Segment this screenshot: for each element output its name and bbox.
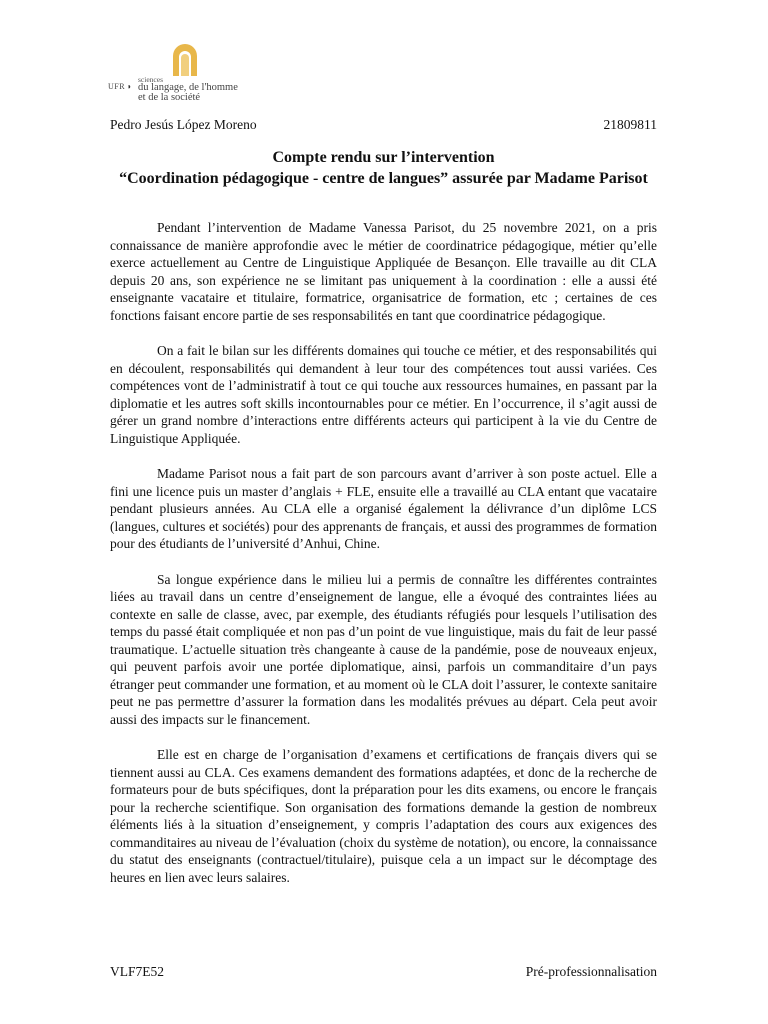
course-code: VLF7E52 — [110, 964, 164, 979]
author-name: Pedro Jesús López Moreno — [110, 117, 257, 132]
document-title — [110, 147, 657, 189]
university-logo — [108, 42, 248, 106]
logo-mark: ◗ — [127, 82, 132, 91]
document-body — [110, 219, 657, 904]
paragraph: Madame Parisot nous a fait part de son parcours avant d’arriver à son poste actuel. Elle a fini une licence puis un master d’anglais + FLE, ensuite elle a travaillé au CLA entant que vacataire pendant plusieurs années. Au CLA elle a organisé également la délivrance d’un diplôme LCS (langues, cultures et sociétés) pour des apprenants de français, et aussi des programmes de formation pour des étudiants de l’université d’Anhui, Chine. — [110, 466, 657, 551]
title-line-2: “Coordination pédagogique - centre de langues” assurée par Madame Parisot — [119, 170, 648, 187]
logo-ufr-text: UFR — [108, 82, 126, 91]
logo-line-1: sciences — [138, 75, 163, 84]
paragraph: Sa longue expérience dans le milieu lui a permis de connaître les différentes contraintes liées au travail dans un centre d’enseignement de langue, elle a évoqué des contraintes liées au contexte en salle de classe, avec, par exemple, des étudiants réfugiés pour lesquels l’utilisation des temps du passé était compliquée et non pas d’un point de vue linguistique, mais du fait de leur passé traumatique. L’actuelle situation très changeante à cause de la pandémie, pose de nouveaux enjeux, qui peuvent parfois avoir une portée diplomatique, ainsi, parfois un commanditaire d’un pays étranger peut commander une formation, et au moment où le CLA doit l’assurer, le contexte sanitaire peut ne pas permettre d’assurer la formation dans les modalités prévues au départ. Cela peut avoir aussi des impacts sur le financement. — [110, 571, 657, 727]
student-id: 21809811 — [603, 117, 657, 132]
logo-line-3: et de la société — [138, 92, 201, 103]
document-footer — [110, 964, 657, 980]
document-header — [110, 117, 657, 133]
course-name: Pré-professionnalisation — [525, 964, 657, 979]
paragraph: Elle est en charge de l’organisation d’examens et certifications de français divers qui se tiennent aussi au CLA. Ces examens demandent des formations adaptées, et donc de la recherche de formateurs pour de buts spécifiques, dont la préparation pour les dits examens, ou encore le français pour la recherche scientifique. Son organisation des formations demande la gestion de nombreux éléments liés à la situation d’enseignement, y compris l’adaptation des cours aux exigences des commanditaires au niveau de l’évaluation (choix du système de notation), ou encore, la connaissance du statut des enseignants (contractuel/titulaire), puisque cela a un impact sur le décomptage des heures en lien avec leurs salaires. — [110, 747, 657, 885]
paragraph: On a fait le bilan sur les différents domaines qui touche ce métier, et des responsabilités qui en découlent, responsabilités qui demandent à leur tour des compétences tout aussi variées. Ces compétences vont de l’administratif à tout ce qui touche aux ressources humaines, en passant par la diplomatie et les autres soft skills incontournables pour ce métier. En l’occurrence, il s’agit aussi de gérer un grand nombre d’interactions entre différents acteurs qui participent à la vie du Centre de Linguistique Appliquée. — [110, 343, 657, 446]
paragraph: Pendant l’intervention de Madame Vanessa Parisot, du 25 novembre 2021, on a pris connaissance de manière approfondie avec le métier de coordinatrice pédagogique, métier qu’elle exerce actuellement au Centre de Linguistique Appliquée de Besançon. Elle travaille au dit CLA depuis 20 ans, son expérience ne se limitant pas uniquement à la coordination : elle a aussi été enseignante vacataire et titulaire, formatrice, organisatrice de formation, etc ; certaines de ces fonctions faisant encore partie de ses responsabilités en tant que coordinatrice pédagogique. — [110, 220, 657, 323]
arch-icon — [170, 42, 200, 76]
logo-line-2: du langage, de l'homme — [138, 82, 238, 93]
title-line-1: Compte rendu sur l’intervention — [272, 149, 495, 166]
